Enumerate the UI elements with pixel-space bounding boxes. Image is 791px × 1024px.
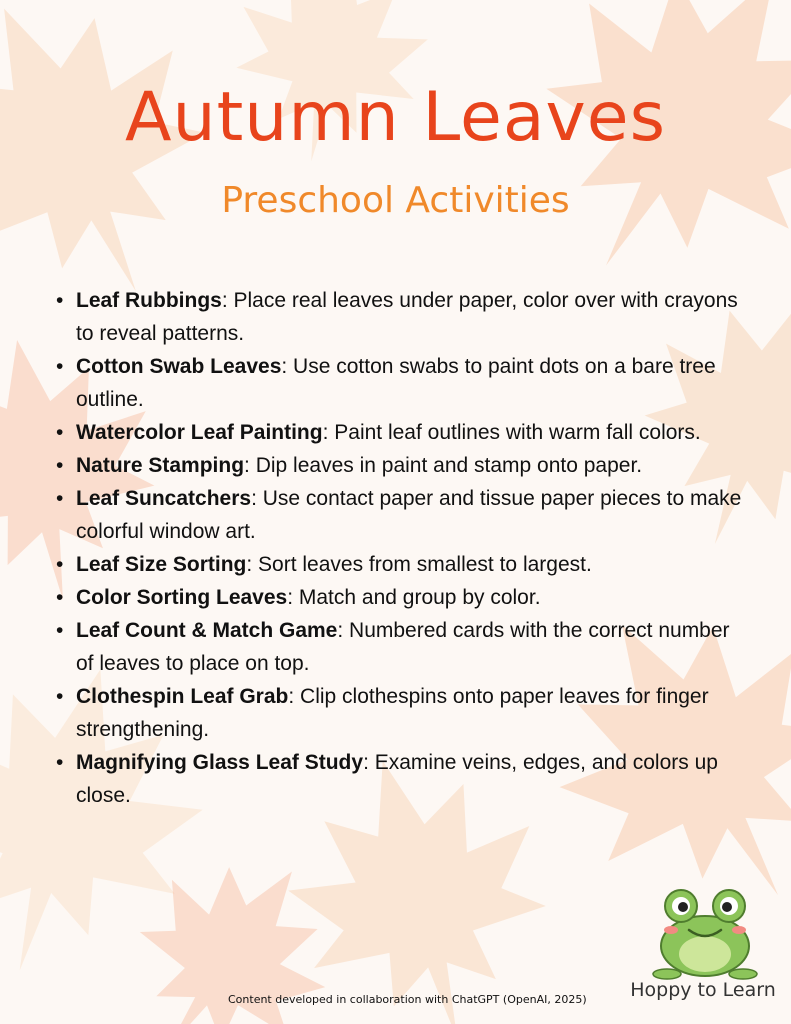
activity-description: : Clip clothespins onto paper leaves for finger strengthening. xyxy=(76,685,709,741)
frog-icon xyxy=(645,884,765,982)
bullet-icon: • xyxy=(56,289,64,312)
activity-description: : Match and group by color. xyxy=(287,586,541,609)
credit-note: Content developed in collaboration with ChatGPT (OpenAI, 2025) xyxy=(228,993,587,1006)
activity-name: Leaf Count & Match Game xyxy=(76,619,338,642)
list-item xyxy=(50,614,750,680)
activity-name: Magnifying Glass Leaf Study xyxy=(76,751,364,774)
activity-name: Watercolor Leaf Painting xyxy=(76,421,323,444)
bullet-icon: • xyxy=(56,553,64,576)
activity-name: Color Sorting Leaves xyxy=(76,586,288,609)
activity-name: Leaf Size Sorting xyxy=(76,553,247,576)
page-subtitle: Preschool Activities xyxy=(221,180,570,221)
activity-name: Cotton Swab Leaves xyxy=(76,355,282,378)
page-title: Autumn Leaves xyxy=(124,78,667,157)
activity-name: Leaf Rubbings xyxy=(76,289,222,312)
activity-description: : Place real leaves under paper, color over with crayons to reveal patterns. xyxy=(76,289,738,345)
bullet-icon: • xyxy=(56,586,64,609)
activity-description: : Use cotton swabs to paint dots on a bare tree outline. xyxy=(76,355,716,411)
list-item xyxy=(50,548,750,581)
activity-description: : Dip leaves in paint and stamp onto paper. xyxy=(244,454,643,477)
bullet-icon: • xyxy=(56,454,64,477)
bullet-icon: • xyxy=(56,355,64,378)
list-item xyxy=(50,746,750,812)
list-item xyxy=(50,416,750,449)
activity-name: Nature Stamping xyxy=(76,454,245,477)
activity-description: : Paint leaf outlines with warm fall colors. xyxy=(322,421,701,444)
activity-list xyxy=(50,284,750,812)
bullet-icon: • xyxy=(56,685,64,708)
activity-name: Leaf Suncatchers xyxy=(76,487,252,510)
activity-description: : Sort leaves from smallest to largest. xyxy=(246,553,592,576)
bullet-icon: • xyxy=(56,487,64,510)
list-item xyxy=(50,581,750,614)
brand-name: Hoppy to Learn xyxy=(630,979,776,1001)
bullet-icon: • xyxy=(56,619,64,642)
bullet-icon: • xyxy=(56,421,64,444)
activity-name: Clothespin Leaf Grab xyxy=(76,685,289,708)
list-item xyxy=(50,350,750,416)
list-item xyxy=(50,449,750,482)
activity-description: : Examine veins, edges, and colors up close. xyxy=(76,751,718,807)
bullet-icon: • xyxy=(56,751,64,774)
activity-description: : Numbered cards with the correct number of leaves to place on top. xyxy=(76,619,730,675)
list-item xyxy=(50,680,750,746)
activity-description: : Use contact paper and tissue paper pieces to make colorful window art. xyxy=(76,487,742,543)
list-item xyxy=(50,482,750,548)
list-item xyxy=(50,284,750,350)
